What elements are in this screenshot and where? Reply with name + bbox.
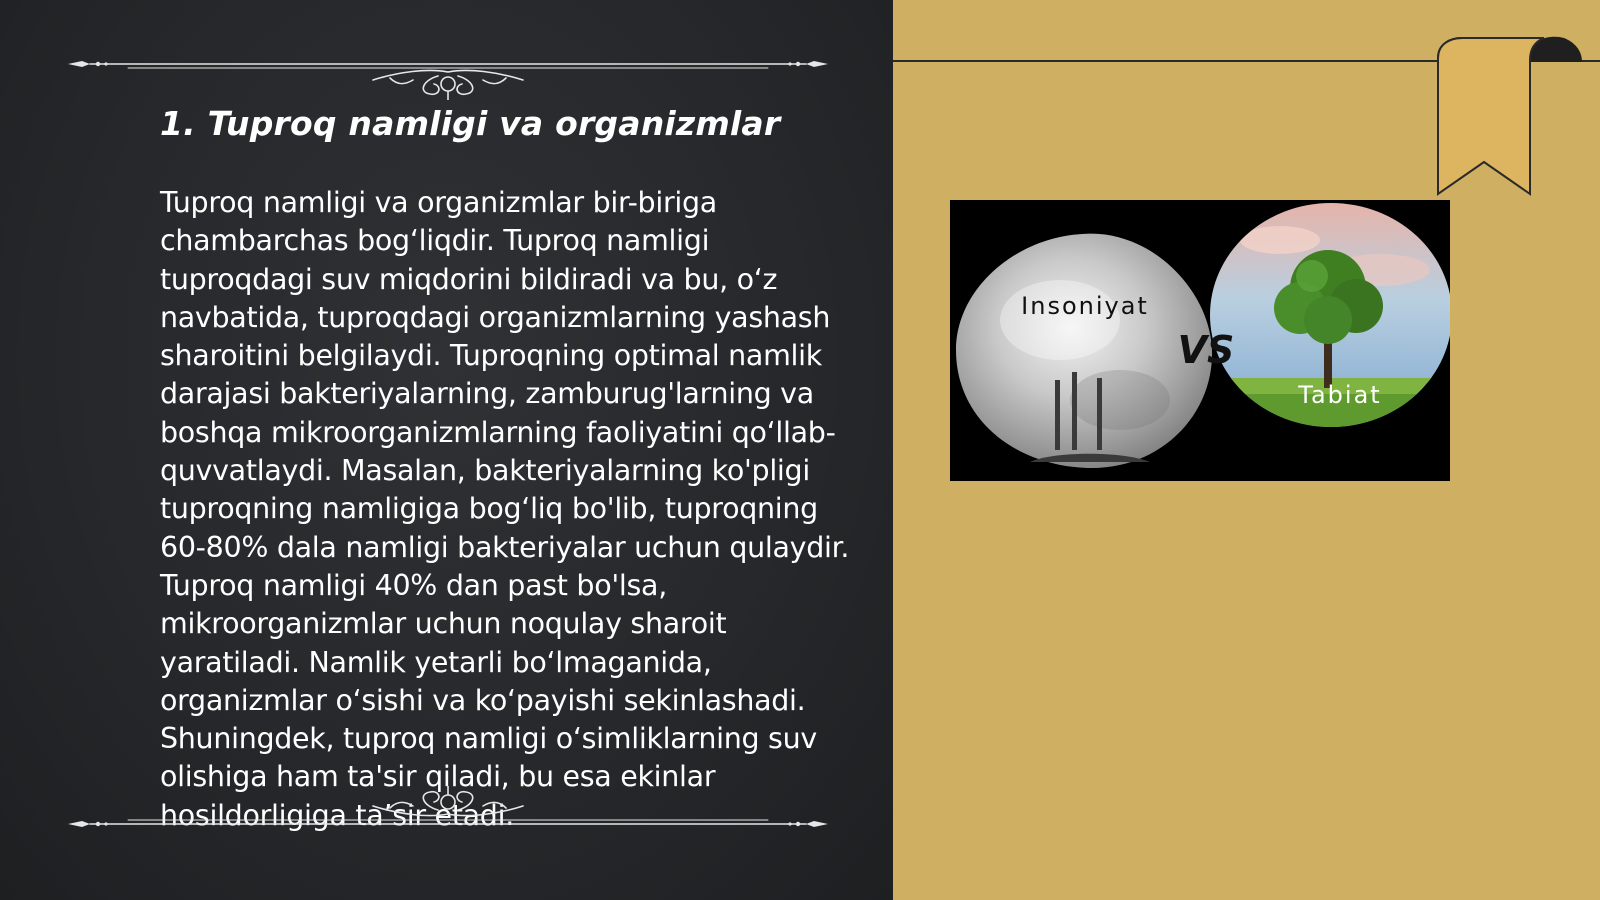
slide-body-text: Tuproq namligi va organizmlar bir-biriga chambarchas bog‘liqdir. Tuproq namligi tuproqdagi suv miqdorini bildiradi va bu, o‘z navbatida, tuproqdagi organizmlarning yashash sharoitini belgilaydi. Tuproqning optimal namlik darajasi bakteriyalarning, zamburug'larning va boshqa mikroorganizmlarning faoliyatini qo‘llab-quvvatlaydi. Masalan, bakteriyalarning ko'pligi tuproqning namligiga bog‘liq bo'lib, tuproqning 60-80% dala namligi bakteriyalar uchun qulaydir. Tuproq namligi 40% dan past bo'lsa, mikroorganizmlar uchun noqulay sharoit yaratiladi. Namlik yetarli bo‘lmaganida, organizmlar o‘sishi va ko‘payishi sekinlashadi. Shuningdek, tuproq namligi o‘simliklarning suv olishiga ham ta'sir qiladi, bu esa ekinlar hosildorligiga ta’sir etadi. — [160, 186, 850, 832]
flourish-divider-icon — [68, 786, 828, 836]
slide-title: 1. Tuproq namligi va organizmlar — [160, 104, 781, 143]
humanity-vs-nature-image — [950, 200, 1450, 481]
image-left-label: Insoniyat — [1021, 292, 1149, 320]
bookmark-ribbon-icon — [1432, 34, 1582, 200]
image-vs-label: VS — [1177, 328, 1235, 372]
flourish-divider-icon — [68, 50, 828, 100]
image-right-label: Tabiat — [1298, 381, 1382, 409]
